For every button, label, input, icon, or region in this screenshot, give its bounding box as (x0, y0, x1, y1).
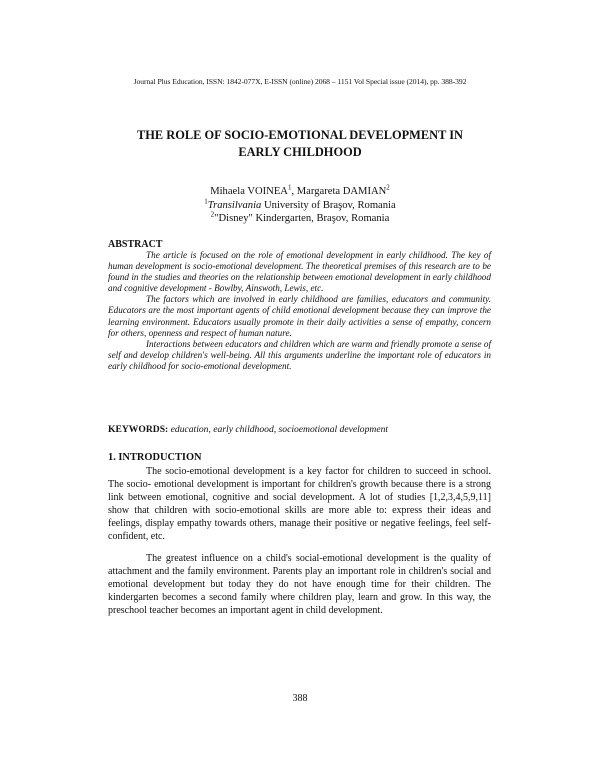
page-number: 388 (292, 693, 308, 704)
abstract-paragraph-1: The article is focused on the role of emotional development in early childhood. The key of human development is socio-emotional development. The theoretical premises of this research are to be found in the studies and theories on the relationship between emotional development in early childhood and cognitive development - Bowlby, Ainswoth, Lewis, etc. (108, 250, 491, 294)
abstract-body (108, 250, 491, 372)
journal-header: Journal Plus Education, ISSN: 1842-077X, E-ISSN (online) 2068 – 1151 Vol Special issue (2014), pp. 388-392 (133, 77, 467, 86)
author-block (60, 185, 540, 226)
author-2-name: Margareta DAMIAN (296, 186, 387, 197)
author-2-mark: 2 (386, 183, 390, 192)
abstract-heading: ABSTRACT (108, 239, 163, 250)
author-names (60, 185, 540, 199)
affiliation-2 (60, 212, 540, 226)
affiliation-1-italic: Transilvania (207, 199, 262, 211)
affiliation-2-mark: 2 (210, 210, 215, 219)
introduction-paragraph-1: The socio-emotional development is a key factor for children to succeed in school. The socio- emotional development is important for children's growth because there is a strong link between emotional, cognitive and social development. A lot of studies [1,2,3,4,5,9,11] show that children with socio-emotional skills are more able to: express their ideas and feelings, display empathy towards others, manage their positive or negative feelings, feel self-confident, etc. (108, 466, 491, 543)
abstract-paragraph-3: Interactions between educators and children which are warm and friendly promote a sense of self and develop children's well-being. All this arguments underline the important role of educators in early childhood for socio-emotional development. (108, 338, 491, 371)
keywords-text: education, early childhood, socioemotional development (168, 424, 389, 435)
author-1-name: Mihaela VOINEA (210, 186, 288, 197)
introduction-body (108, 465, 491, 617)
title-line-2: EARLY CHILDHOOD (238, 145, 362, 159)
introduction-paragraph-2: The greatest influence on a child's social-emotional development is the quality of attachment and the family environment. Parents play an important role in children's social and emotional development but today they do not have enough time for their children. The kindergarten becomes a second family where children play, learn and grow. In this way, the preschool teacher becomes an important agent in child development. (108, 552, 491, 616)
affiliation-1-mark: 1 (204, 196, 208, 205)
affiliation-2-text: "Disney" Kindergarten, Braşov, Romania (214, 213, 390, 224)
author-1-mark: 1 (287, 183, 292, 192)
affiliation-1 (60, 196, 540, 213)
author-separator: , (291, 186, 297, 197)
title-line-1: THE ROLE OF SOCIO-EMOTIONAL DEVELOPMENT IN (137, 128, 463, 142)
introduction-heading: 1. INTRODUCTION (108, 452, 202, 463)
affiliation-1-rest: University of Braşov, Romania (261, 199, 396, 211)
keywords-label: KEYWORDS: (108, 424, 169, 435)
paper-title (60, 127, 540, 161)
abstract-paragraph-2: The factors which are involved in early childhood are families, educators and community. Educators are the most important agents of child emotional development because they can improve the learning environment. Educators usually promote in their daily activities a sense of empathy, concern for others, openness and respect of human nature. (108, 294, 491, 338)
keywords-line (108, 424, 491, 435)
